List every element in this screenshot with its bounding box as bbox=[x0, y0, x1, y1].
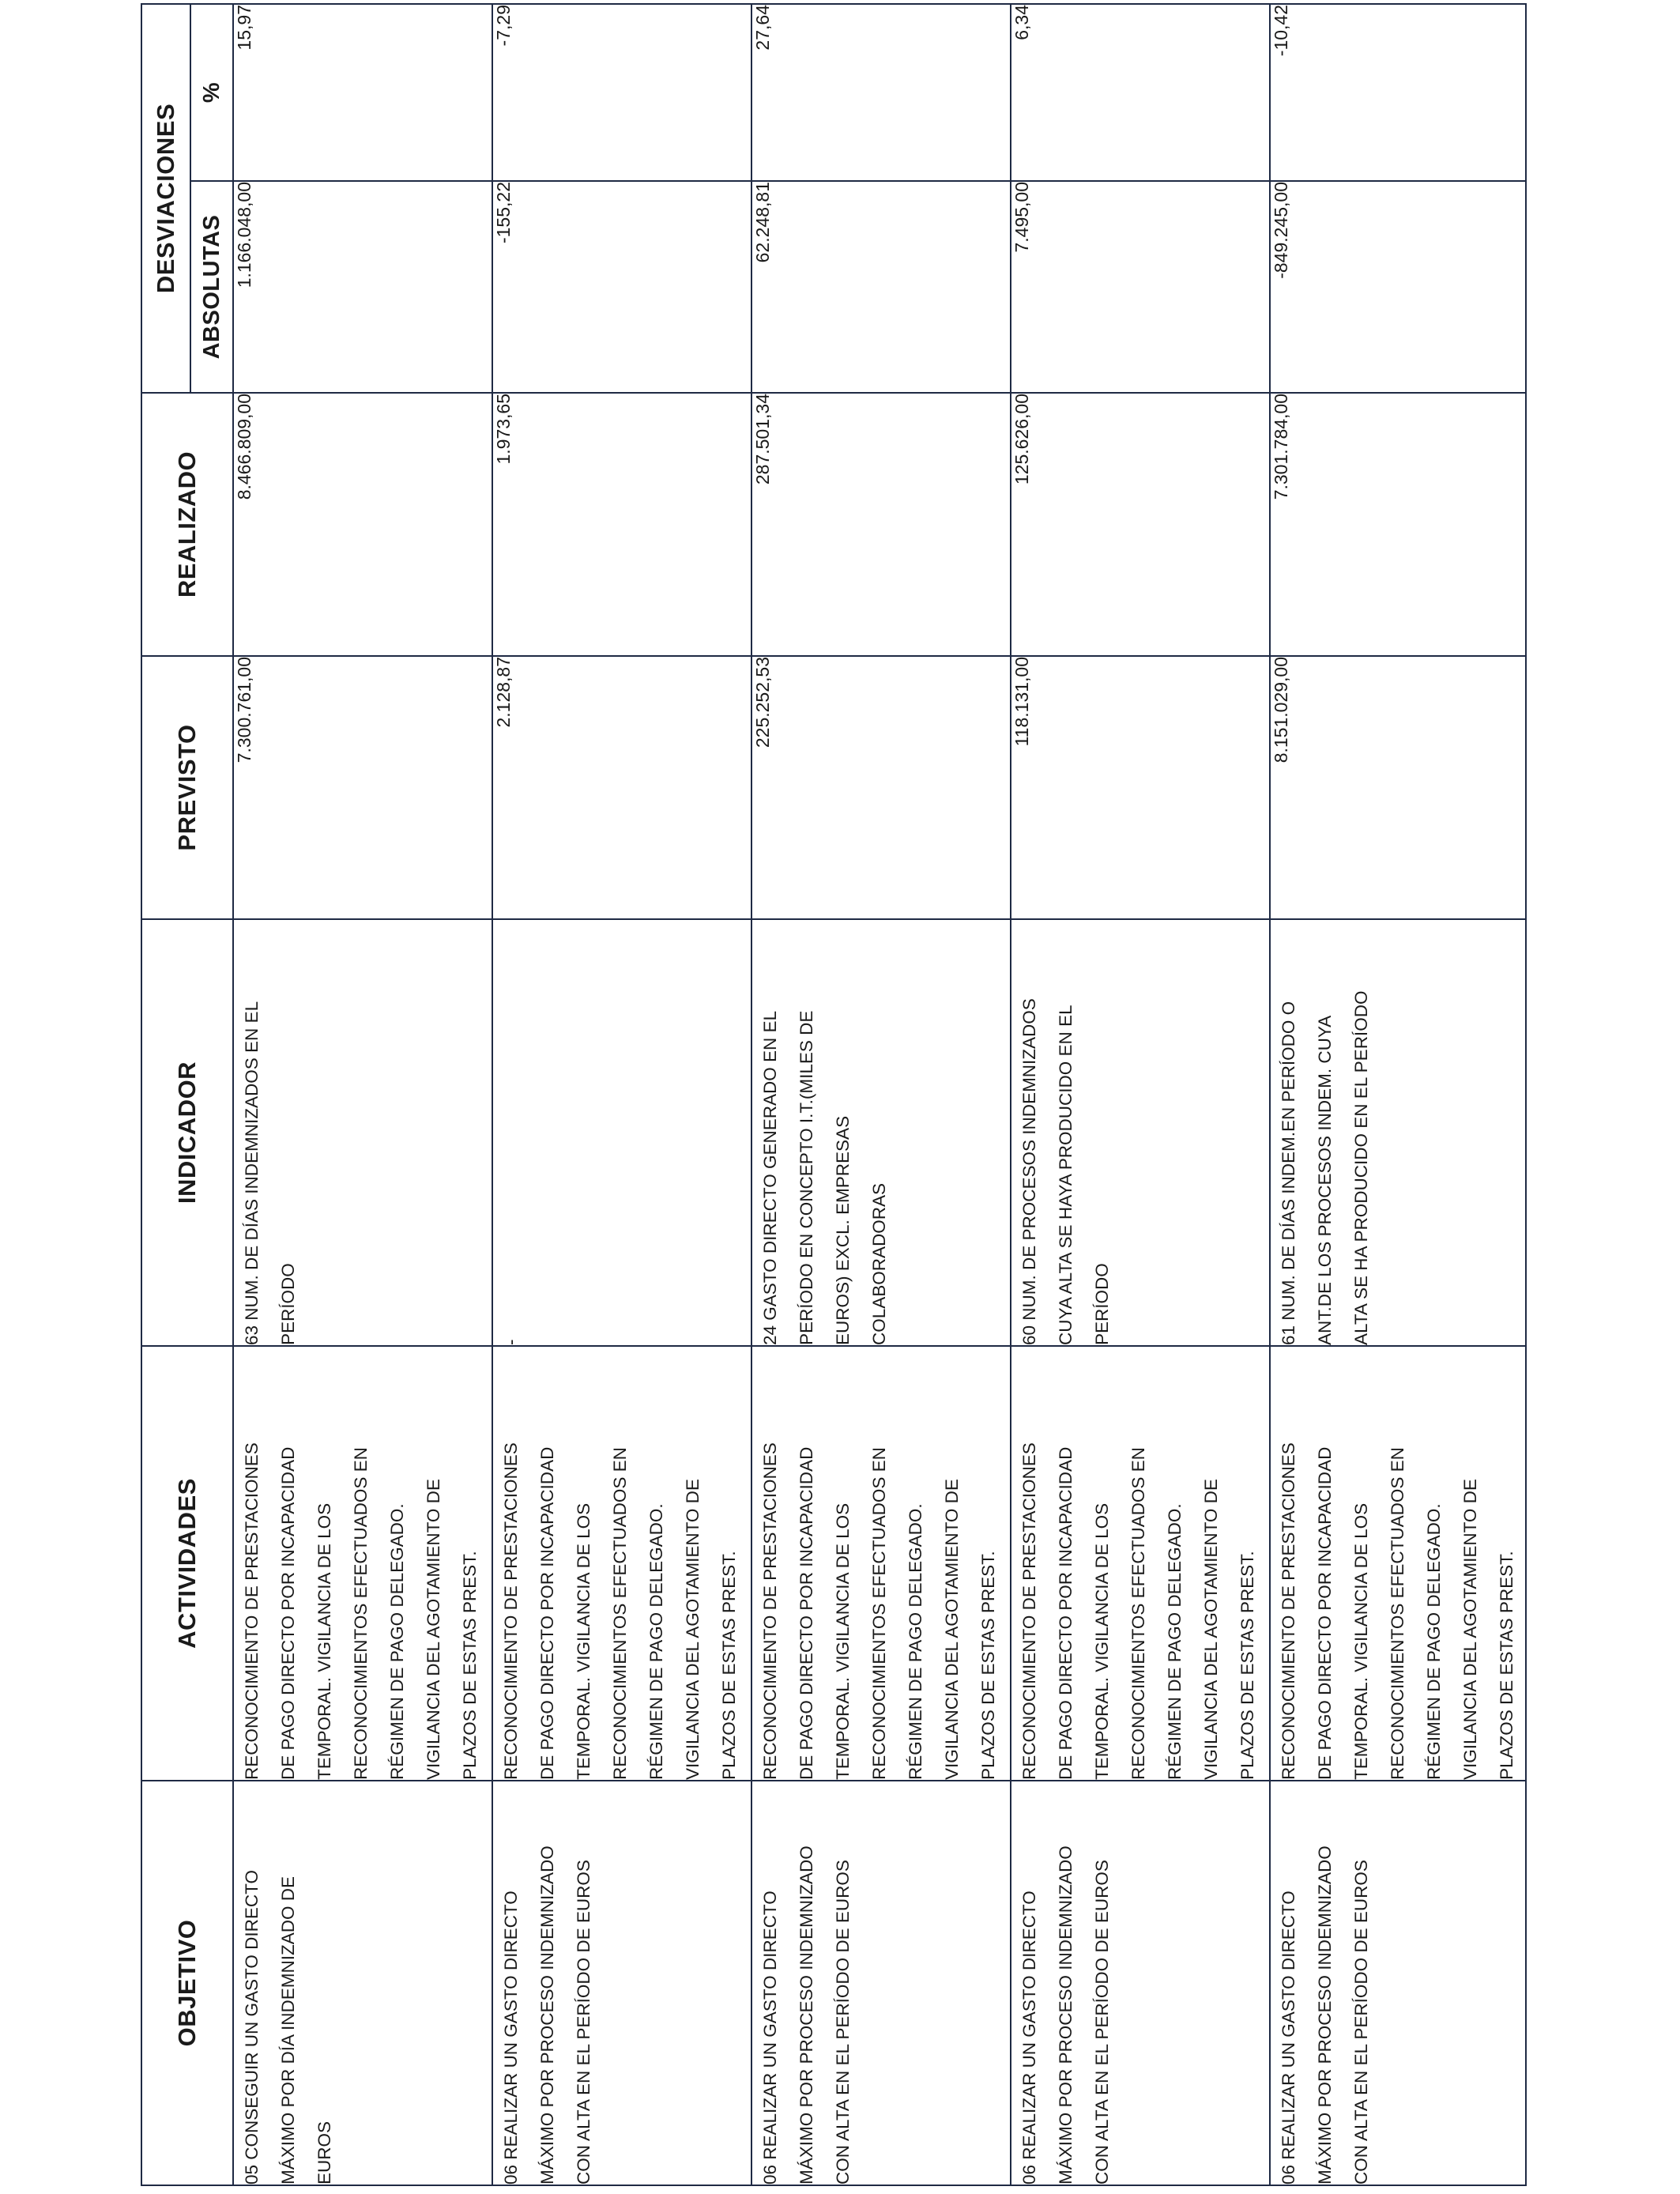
objetivo-cell-line: MÁXIMO POR PROCESO INDEMNIZADO bbox=[1315, 1845, 1335, 2185]
header-objetivo: OBJETIVO bbox=[141, 1781, 233, 2185]
table-row bbox=[751, 4, 1011, 2185]
header-previsto: PREVISTO bbox=[141, 656, 233, 919]
objetivo-cell-line: CON ALTA EN EL PERÍODO DE EUROS bbox=[574, 1860, 593, 2185]
indicador-cell-line: PERÍODO bbox=[278, 1263, 298, 1345]
actividades-cell bbox=[492, 1346, 751, 1781]
header-desviaciones: DESVIACIONES bbox=[141, 4, 190, 393]
indicador-cell-line: ALTA SE HA PRODUCIDO EN EL PERÍODO bbox=[1351, 990, 1371, 1345]
actividades-cell-line: RÉGIMEN DE PAGO DELEGADO. bbox=[646, 1503, 666, 1780]
objetivo-cell-line: EUROS bbox=[315, 2120, 334, 2185]
porcentaje-value: 27,64 bbox=[751, 4, 1011, 181]
actividades-cell-line: RÉGIMEN DE PAGO DELEGADO. bbox=[1424, 1503, 1444, 1780]
indicador-cell-line: PERÍODO bbox=[1092, 1263, 1112, 1345]
realizado-value: 8.466.809,00 bbox=[233, 393, 492, 656]
objetivo-cell-line: MÁXIMO POR PROCESO INDEMNIZADO bbox=[797, 1845, 816, 2185]
actividades-cell bbox=[233, 1346, 492, 1781]
actividades-cell-line: VIGILANCIA DEL AGOTAMIENTO DE bbox=[683, 1479, 703, 1780]
header-indicador: INDICADOR bbox=[141, 919, 233, 1346]
actividades-cell-line: VIGILANCIA DEL AGOTAMIENTO DE bbox=[424, 1479, 443, 1780]
actividades-cell-line: DE PAGO DIRECTO POR INCAPACIDAD bbox=[1056, 1446, 1075, 1780]
table-row bbox=[233, 4, 492, 2185]
actividades-cell-line: RECONOCIMIENTO DE PRESTACIONES bbox=[501, 1442, 521, 1780]
actividades-cell-line: TEMPORAL. VIGILANCIA DE LOS bbox=[833, 1502, 853, 1780]
porcentaje-value: -7,29 bbox=[492, 4, 751, 181]
actividades-cell-line: VIGILANCIA DEL AGOTAMIENTO DE bbox=[1201, 1479, 1221, 1780]
objetivo-cell-line: 05 CONSEGUIR UN GASTO DIRECTO bbox=[242, 1870, 262, 2185]
realizado-value: 7.301.784,00 bbox=[1270, 393, 1526, 656]
actividades-cell-line: RÉGIMEN DE PAGO DELEGADO. bbox=[387, 1503, 407, 1780]
indicador-cell-line: EUROS) EXCL. EMPRESAS bbox=[833, 1115, 853, 1345]
actividades-cell-line: TEMPORAL. VIGILANCIA DE LOS bbox=[1092, 1502, 1112, 1780]
actividades-cell-line: TEMPORAL. VIGILANCIA DE LOS bbox=[574, 1502, 593, 1780]
indicador-cell-line: 24 GASTO DIRECTO GENERADO EN EL bbox=[760, 1010, 780, 1345]
actividades-cell-line: RÉGIMEN DE PAGO DELEGADO. bbox=[1165, 1503, 1185, 1780]
table-row bbox=[1270, 4, 1526, 2185]
actividades-cell-line: RÉGIMEN DE PAGO DELEGADO. bbox=[906, 1503, 925, 1780]
actividades-cell-line: TEMPORAL. VIGILANCIA DE LOS bbox=[1351, 1502, 1371, 1780]
porcentaje-value: 15,97 bbox=[233, 4, 492, 181]
table-row bbox=[1011, 4, 1270, 2185]
indicador-cell bbox=[1011, 919, 1270, 1346]
actividades-cell bbox=[1011, 1346, 1270, 1781]
header-actividades: ACTIVIDADES bbox=[141, 1346, 233, 1781]
realizado-value: 125.626,00 bbox=[1011, 393, 1270, 656]
objetivo-cell-line: CON ALTA EN EL PERÍODO DE EUROS bbox=[1351, 1860, 1371, 2185]
objetivo-cell bbox=[492, 1781, 751, 2185]
indicador-cell-line: ANT.DE LOS PROCESOS INDEM. CUYA bbox=[1315, 1015, 1335, 1345]
actividades-cell-line: DE PAGO DIRECTO POR INCAPACIDAD bbox=[278, 1446, 298, 1780]
absolutas-value: -155,22 bbox=[492, 181, 751, 393]
report-table bbox=[141, 3, 1527, 2186]
porcentaje-value: -10,42 bbox=[1270, 4, 1526, 181]
absolutas-value: 1.166.048,00 bbox=[233, 181, 492, 393]
objetivo-cell-line: 06 REALIZAR UN GASTO DIRECTO bbox=[1279, 1891, 1298, 2185]
previsto-value: 2.128,87 bbox=[492, 656, 751, 919]
objetivo-cell-line: MÁXIMO POR DÍA INDEMNIZADO DE bbox=[278, 1875, 298, 2185]
actividades-cell-line: DE PAGO DIRECTO POR INCAPACIDAD bbox=[1315, 1446, 1335, 1780]
actividades-cell-line: VIGILANCIA DEL AGOTAMIENTO DE bbox=[1460, 1479, 1480, 1780]
header-porcentaje: % bbox=[190, 4, 233, 181]
indicador-cell-line: 61 NUM. DE DÍAS INDEM.EN PERÍODO O bbox=[1279, 1001, 1298, 1345]
header-realizado: REALIZADO bbox=[141, 393, 233, 656]
previsto-value: 7.300.761,00 bbox=[233, 656, 492, 919]
objetivo-cell-line: 06 REALIZAR UN GASTO DIRECTO bbox=[1019, 1891, 1039, 2185]
objetivo-cell-line: 06 REALIZAR UN GASTO DIRECTO bbox=[501, 1891, 521, 2185]
actividades-cell-line: RECONOCIMIENTOS EFECTUADOS EN bbox=[610, 1447, 630, 1780]
previsto-value: 8.151.029,00 bbox=[1270, 656, 1526, 919]
actividades-cell-line: PLAZOS DE ESTAS PREST. bbox=[978, 1551, 998, 1780]
actividades-cell bbox=[1270, 1346, 1526, 1781]
objetivo-cell bbox=[1270, 1781, 1526, 2185]
objetivo-cell bbox=[1011, 1781, 1270, 2185]
objetivo-cell bbox=[233, 1781, 492, 2185]
actividades-cell-line: PLAZOS DE ESTAS PREST. bbox=[719, 1551, 739, 1780]
indicador-cell bbox=[233, 919, 492, 1346]
objetivo-cell-line: MÁXIMO POR PROCESO INDEMNIZADO bbox=[1056, 1845, 1075, 2185]
absolutas-value: 7.495,00 bbox=[1011, 181, 1270, 393]
actividades-cell-line: PLAZOS DE ESTAS PREST. bbox=[1497, 1551, 1516, 1780]
indicador-cell-line: 63 NUM. DE DÍAS INDEMNIZADOS EN EL bbox=[242, 1001, 262, 1345]
actividades-cell-line: PLAZOS DE ESTAS PREST. bbox=[460, 1551, 480, 1780]
actividades-cell-line: RECONOCIMIENTO DE PRESTACIONES bbox=[1019, 1442, 1039, 1780]
actividades-cell-line: DE PAGO DIRECTO POR INCAPACIDAD bbox=[537, 1446, 557, 1780]
realizado-value: 1.973,65 bbox=[492, 393, 751, 656]
indicador-cell bbox=[1270, 919, 1526, 1346]
actividades-cell-line: RECONOCIMIENTOS EFECTUADOS EN bbox=[869, 1447, 889, 1780]
indicador-cell-line: - bbox=[501, 1339, 521, 1345]
actividades-cell-line: TEMPORAL. VIGILANCIA DE LOS bbox=[315, 1502, 334, 1780]
table-row bbox=[492, 4, 751, 2185]
actividades-cell-line: RECONOCIMIENTOS EFECTUADOS EN bbox=[1128, 1447, 1148, 1780]
indicador-cell-line: PERÍODO EN CONCEPTO I.T.(MILES DE bbox=[797, 1010, 816, 1345]
porcentaje-value: 6,34 bbox=[1011, 4, 1270, 181]
indicador-cell-line: 60 NUM. DE PROCESOS INDEMNIZADOS bbox=[1019, 998, 1039, 1345]
actividades-cell-line: VIGILANCIA DEL AGOTAMIENTO DE bbox=[942, 1479, 962, 1780]
absolutas-value: -849.245,00 bbox=[1270, 181, 1526, 393]
previsto-value: 118.131,00 bbox=[1011, 656, 1270, 919]
header-absolutas: ABSOLUTAS bbox=[190, 181, 233, 393]
absolutas-value: 62.248,81 bbox=[751, 181, 1011, 393]
objetivo-cell-line: 06 REALIZAR UN GASTO DIRECTO bbox=[760, 1891, 780, 2185]
actividades-cell-line: DE PAGO DIRECTO POR INCAPACIDAD bbox=[797, 1446, 816, 1780]
objetivo-cell bbox=[751, 1781, 1011, 2185]
indicador-cell bbox=[492, 919, 751, 1346]
objetivo-cell-line: MÁXIMO POR PROCESO INDEMNIZADO bbox=[537, 1845, 557, 2185]
objetivo-cell-line: CON ALTA EN EL PERÍODO DE EUROS bbox=[833, 1860, 853, 2185]
actividades-cell-line: PLAZOS DE ESTAS PREST. bbox=[1237, 1551, 1257, 1780]
objetivo-cell-line: CON ALTA EN EL PERÍODO DE EUROS bbox=[1092, 1860, 1112, 2185]
actividades-cell-line: RECONOCIMIENTO DE PRESTACIONES bbox=[760, 1442, 780, 1780]
actividades-cell-line: RECONOCIMIENTOS EFECTUADOS EN bbox=[351, 1447, 371, 1780]
previsto-value: 225.252,53 bbox=[751, 656, 1011, 919]
indicador-cell-line: CUYA ALTA SE HAYA PRODUCIDO EN EL bbox=[1056, 1005, 1075, 1345]
actividades-cell-line: RECONOCIMIENTOS EFECTUADOS EN bbox=[1388, 1447, 1407, 1780]
actividades-cell bbox=[751, 1346, 1011, 1781]
indicador-cell-line: COLABORADORAS bbox=[869, 1182, 889, 1345]
actividades-cell-line: RECONOCIMIENTO DE PRESTACIONES bbox=[242, 1442, 262, 1780]
indicador-cell bbox=[751, 919, 1011, 1346]
actividades-cell-line: RECONOCIMIENTO DE PRESTACIONES bbox=[1279, 1442, 1298, 1780]
realizado-value: 287.501,34 bbox=[751, 393, 1011, 656]
